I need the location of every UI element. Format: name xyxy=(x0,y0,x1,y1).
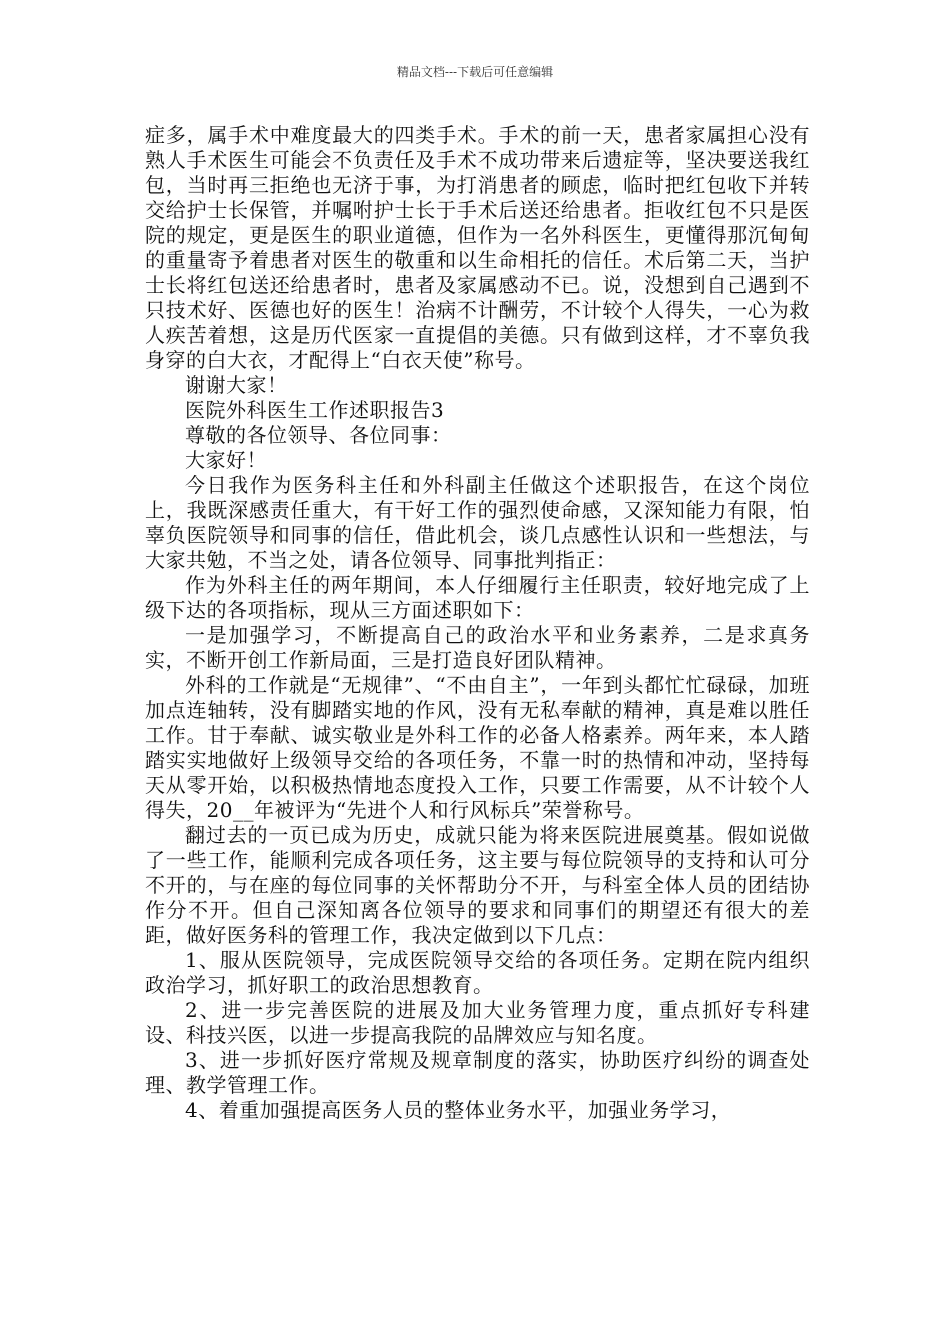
paragraph: 谢谢大家！ xyxy=(185,373,288,397)
document-body xyxy=(145,123,810,1123)
salutation: 尊敬的各位领导、各位同事： xyxy=(185,423,452,447)
section-title: 医院外科医生工作述职报告3 xyxy=(185,398,445,422)
paragraph: 翻过去的一页已成为历史，成就只能为将来医院进展奠基。假如说做了一些工作，能顺利完成各项任务，这主要与每位院领导的支持和认可分不开的，与在座的每位同事的关怀帮助分不开，与科室全体人员的团结协作分不开。但自己深知离各位领导的要求和同事们的期望还有很大的差距，做好医务科的管理工作，我决定做到以下几点： xyxy=(145,823,810,947)
list-item: 2、进一步完善医院的进展及加大业务管理力度，重点抓好专科建设、科技兴医，以进一步提高我院的品牌效应与知名度。 xyxy=(145,998,810,1047)
paragraph: 作为外科主任的两年期间，本人仔细履行主任职责，较好地完成了上级下达的各项指标，现从三方面述职如下： xyxy=(145,573,810,622)
list-item: 4、着重加强提高医务人员的整体业务水平，加强业务学习， xyxy=(185,1098,732,1122)
greeting: 大家好！ xyxy=(185,448,267,472)
list-item: 1、服从医院领导，完成医院领导交给的各项任务。定期在院内组织政治学习，抓好职工的政治思想教育。 xyxy=(145,948,810,997)
paragraph: 今日我作为医务科主任和外科副主任做这个述职报告，在这个岗位上，我既深感责任重大，有干好工作的强烈使命感，又深知能力有限，怕辜负医院领导和同事的信任，借此机会，谈几点感性认识和一些想法，与大家共勉，不当之处，请各位领导、同事批判指正： xyxy=(145,473,810,572)
paragraph: 症多，属手术中难度最大的四类手术。手术的前一天，患者家属担心没有熟人手术医生可能会不负责任及手术不成功带来后遗症等，坚决要送我红包，当时再三拒绝也无济于事，为打消患者的顾虑，临时把红包收下并转交给护士长保管，并嘱咐护士长于手术后送还给患者。拒收红包不只是医院的规定，更是医生的职业道德，但作为一名外科医生，更懂得那沉甸甸的重量寄予着患者对医生的敬重和以生命相托的信任。术后第二天，当护士长将红包送还给患者时，患者及家属感动不已。说，没想到自己遇到不只技术好、医德也好的医生！治病不计酬劳，不计较个人得失，一心为救人疾苦着想，这是历代医家一直提倡的美德。只有做到这样，才不辜负我身穿的白大衣，才配得上“白衣天使”称号。 xyxy=(145,123,810,372)
list-item: 3、进一步抓好医疗常规及规章制度的落实，协助医疗纠纷的调查处理、教学管理工作。 xyxy=(145,1048,810,1097)
paragraph: 外科的工作就是“无规律”、“不由自主”，一年到头都忙忙碌碌，加班加点连轴转，没有脚踏实地的作风，没有无私奉献的精神，真是难以胜任工作。甘于奉献、诚实敬业是外科工作的必备人格素养。两年来，本人踏踏实实地做好上级领导交给的各项任务，不靠一时的热情和冲动，坚持每天从零开始，以积极热情地态度投入工作，只要工作需要，从不计较个人得失，20__年被评为“先进个人和行风标兵”荣誉称号。 xyxy=(145,673,810,822)
page-header: 精品文档---下载后可任意编辑 xyxy=(396,65,554,79)
paragraph: 一是加强学习，不断提高自己的政治水平和业务素养，二是求真务实，不断开创工作新局面，三是打造良好团队精神。 xyxy=(145,623,810,672)
